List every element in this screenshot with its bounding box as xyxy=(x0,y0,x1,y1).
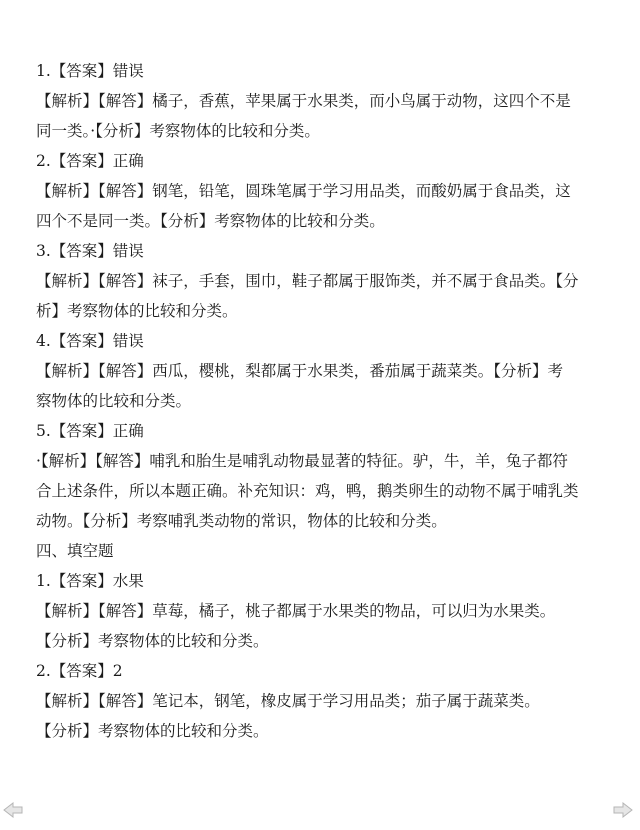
answer-heading-fill-1: 1.【答案】水果 xyxy=(36,572,144,590)
prev-page-arrow-icon[interactable] xyxy=(3,802,23,818)
answer-heading-4: 4.【答案】错误 xyxy=(36,332,144,350)
text-line: 【分析】考察物体的比较和分类。 xyxy=(36,722,269,740)
answer-heading-2: 2.【答案】正确 xyxy=(36,152,144,170)
answer-heading-fill-2: 2.【答案】2 xyxy=(36,662,123,680)
text-line: 析】考察物体的比较和分类。 xyxy=(36,302,238,320)
answer-heading-3: 3.【答案】错误 xyxy=(36,242,144,260)
answer-heading-5: 5.【答案】正确 xyxy=(36,422,144,440)
text-line: 【分析】考察物体的比较和分类。 xyxy=(36,632,269,650)
text-line: 合上述条件，所以本题正确。补充知识：鸡，鸭，鹅类卵生的动物不属于哺乳类 xyxy=(36,482,579,500)
text-line: 【解析】【解答】笔记本，钢笔，橡皮属于学习用品类；茄子属于蔬菜类。 xyxy=(36,692,540,710)
text-line: 同一类。·【分析】考察物体的比较和分类。 xyxy=(36,122,320,140)
text-line: ·【解析】【解答】哺乳和胎生是哺乳动物最显著的特征。驴，牛，羊，兔子都符 xyxy=(36,452,568,470)
text-line: 【解析】【解答】袜子，手套，围巾，鞋子都属于服饰类，并不属于食品类。【分 xyxy=(36,272,579,290)
answer-heading-1: 1.【答案】错误 xyxy=(36,62,144,80)
text-line: 动物。【分析】考察哺乳类动物的常识，物体的比较和分类。 xyxy=(36,512,447,530)
text-line: 【解析】【解答】西瓜，樱桃，梨都属于水果类，番茄属于蔬菜类。【分析】考 xyxy=(36,362,564,380)
text-line: 【解析】【解答】草莓，橘子，桃子都属于水果类的物品，可以归为水果类。 xyxy=(36,602,556,620)
section-heading: 四、填空题 xyxy=(36,542,114,560)
text-line: 察物体的比较和分类。 xyxy=(36,392,192,410)
text-line: 四个不是同一类。【分析】考察物体的比较和分类。 xyxy=(36,212,385,230)
text-line: 【解析】【解答】钢笔，铅笔，圆珠笔属于学习用品类，而酸奶属于食品类，这 xyxy=(36,182,571,200)
document-content xyxy=(36,56,604,746)
next-page-arrow-icon[interactable] xyxy=(613,802,633,818)
text-line: 【解析】【解答】橘子，香蕉，苹果属于水果类，而小鸟属于动物，这四个不是 xyxy=(36,92,571,110)
